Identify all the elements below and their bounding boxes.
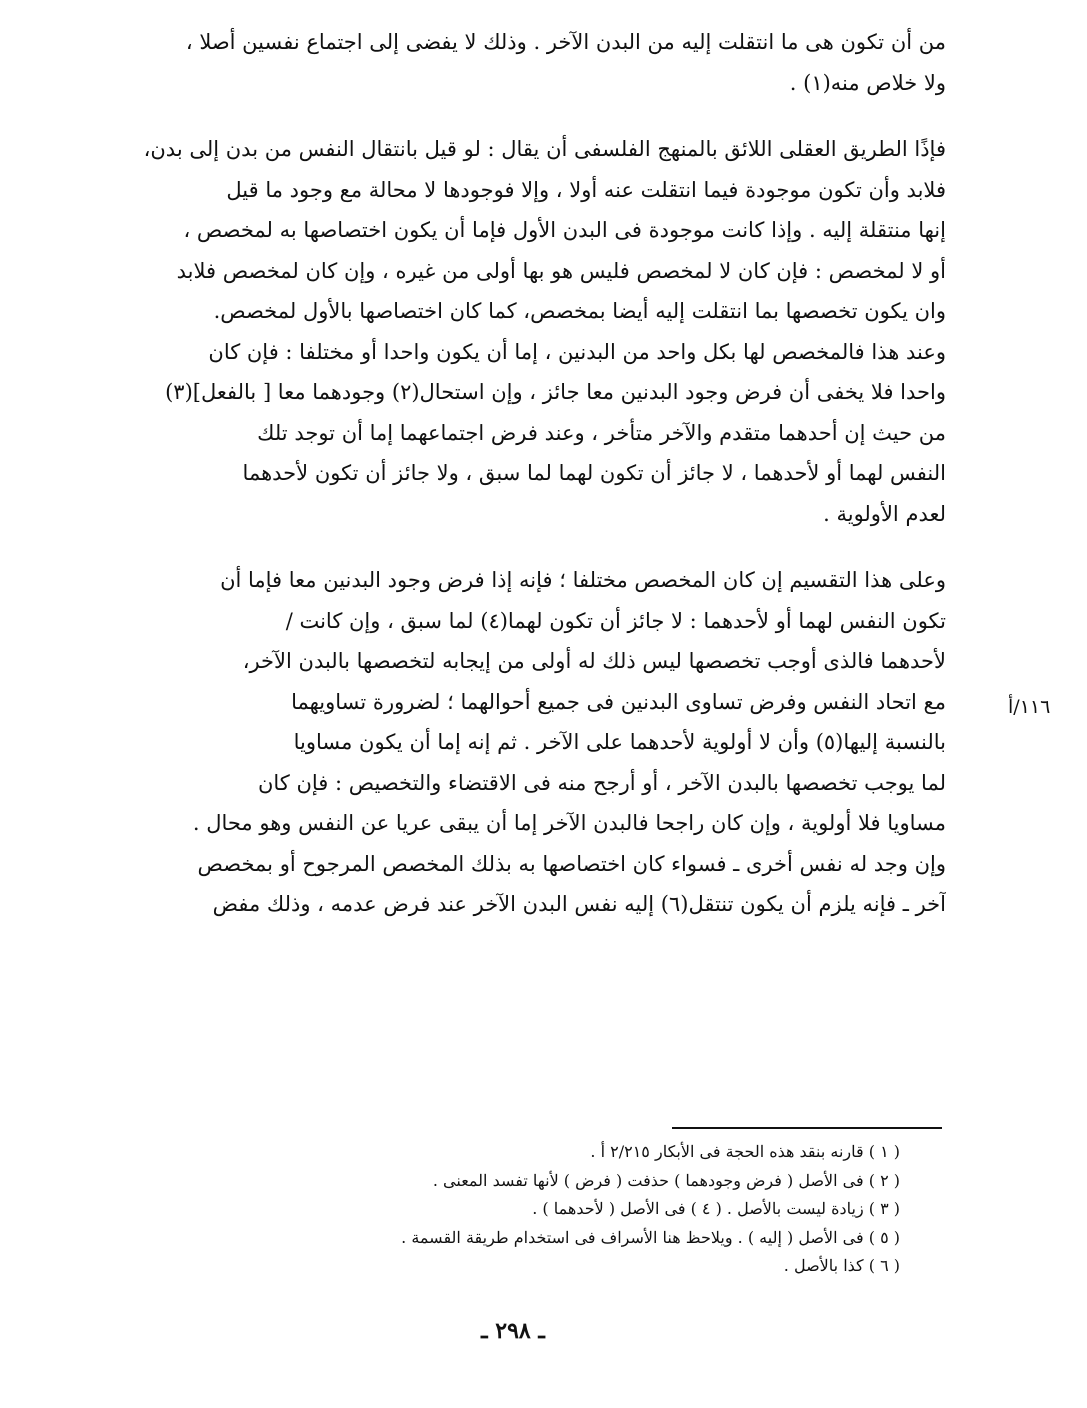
footnote-divider <box>672 1127 942 1129</box>
footnote: ( ٣ ) زيادة ليست بالأصل . ( ٤ ) فى الأصل ( لأحدهما ) . <box>532 1199 900 1218</box>
text-line: فلابد وأن تكون موجودة فيما انتقلت عنه أولا ، وإلا فوجودها لا محالة مع وجود ما قيل <box>226 177 946 202</box>
footnote: ( ٢ ) فى الأصل ( فرض وجودهما ) حذفت ( فرض ) لأنها تفسد المعنى . <box>432 1170 900 1190</box>
text-line: مساويا فلا أولوية ، وإن كان راجحا فالبدن الآخر إما أن يبقى عريا عن النفس وهو محال . <box>192 811 946 835</box>
paragraph-gap <box>88 103 946 129</box>
text-line: مع اتحاد النفس وفرض تساوى البدنين فى جميع أحوالهما ؛ لضرورة تساويهما <box>291 689 946 714</box>
main-text <box>88 22 946 925</box>
text-line: تكون النفس لهما أو لأحدهما : لا جائز أن تكون لهما(٤) لما سبق ، وإن كانت / <box>285 608 946 633</box>
footnote: ( ٦ ) كذا بالأصل . <box>783 1256 900 1275</box>
text-line: لعدم الأولوية . <box>823 501 946 526</box>
text-line: أو لا لمخصص : فإن كان لا لمخصص فليس هو بها أولى من غيره ، وإن كان لمخصص فلابد <box>176 258 946 283</box>
footnotes <box>300 1138 900 1281</box>
text-line: لأحدهما فالذى أوجب تخصصها ليس ذلك له أولى من إيجابه لتخصصها بالبدن الآخر، <box>242 649 946 673</box>
text-line: ولا خلاص منه(١) . <box>789 70 946 95</box>
text-line: آخر ـ فإنه يلزم أن يكون تنتقل(٦) إليه نفس البدن الآخر عند فرض عدمه ، وذلك مفض <box>212 892 946 916</box>
text-line: وإن وجد له نفس أخرى ـ فسواء كان اختصاصها به بذلك المخصص المرجوح أو بمخصص <box>197 851 946 876</box>
manuscript-folio-ref: ١١٦/أ <box>1008 696 1051 718</box>
text-line: وعند هذا فالمخصص لها بكل واحد من البدنين ، إما أن يكون واحدا أو مختلفا : فإن كان <box>208 339 946 364</box>
text-line: من حيث إن أحدهما متقدم والآخر متأخر ، وعند فرض اجتماعهما إما أن توجد تلك <box>257 420 946 445</box>
text-line: بالنسبة إليها(٥) وأن لا أولوية لأحدهما على الآخر . ثم إنه إما أن يكون مساويا <box>293 730 946 754</box>
text-line: واحدا فلا يخفى أن فرض وجود البدنين معا جائز ، وإن استحال(٢) وجودهما معا [ بالفعل](٣) <box>165 380 946 404</box>
text-line: وان يكون تخصصها بما انتقلت إليه أيضا بمخصص، كما كان اختصاصها بالأول لمخصص. <box>213 299 946 323</box>
text-line: النفس لهما أو لأحدهما ، لا جائز أن تكون لهما لما سبق ، ولا جائز أن تكون لأحدهما <box>242 461 946 485</box>
text-line: إنها منتقلة إليه . وإذا كانت موجودة فى البدن الأول فإما أن يكون اختصاصها به لمخصص ، <box>183 218 946 242</box>
footnote: ( ٥ ) فى الأصل ( إليه ) . ويلاحظ هنا الأسراف فى استخدام طريقة القسمة . <box>401 1227 900 1247</box>
footnote: ( ١ ) قارنه بنقد هذه الحجة فى الأبكار ٢/٢١٥ أ . <box>590 1142 900 1161</box>
text-line: فإذًا الطريق العقلى اللائق بالمنهج الفلسفى أن يقال : لو قيل بانتقال النفس من بدن إلى بدن، <box>143 137 946 161</box>
text-line: لما يوجب تخصصها بالبدن الآخر ، أو أرجح منه فى الاقتضاء والتخصيص : فإن كان <box>257 770 946 795</box>
text-line: من أن تكون هى ما انتقلت إليه من البدن الآخر . وذلك لا يفضى إلى اجتماع نفسين أصلا ، <box>185 30 946 54</box>
text-line: وعلى هذا التقسيم إن كان المخصص مختلفا ؛ فإنه إذا فرض وجود البدنين معا فإما أن <box>220 568 946 592</box>
page-number: ـ ٢٩٨ ـ <box>481 1318 545 1344</box>
paragraph-gap <box>88 534 946 560</box>
